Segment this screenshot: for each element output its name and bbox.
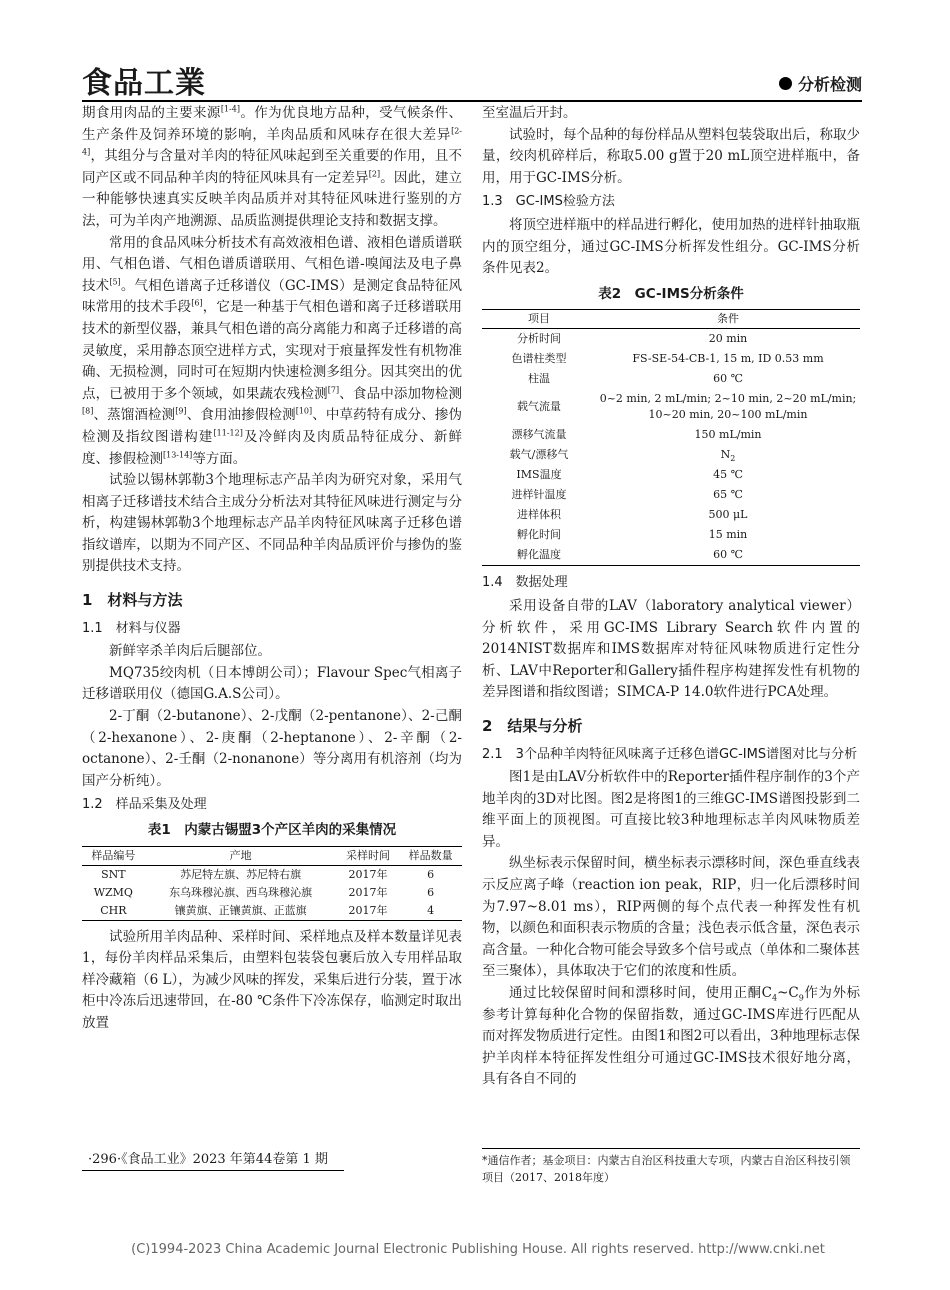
journal-logo: 食品工業 xyxy=(82,66,206,101)
subsection-heading: 1.4 数据处理 xyxy=(482,575,568,591)
table-cell: 漂移气流量 xyxy=(511,428,567,442)
table-cell: IMS温度 xyxy=(516,468,562,482)
table-cell: 苏尼特左旗、苏尼特右旗 xyxy=(180,867,302,881)
section-tag xyxy=(779,72,862,95)
table-header-cell: 样品编号 xyxy=(82,846,145,865)
subsection-heading: 2.1 3个品种羊肉特征风味离子迁移色谱GC-IMS谱图对比与分析 xyxy=(482,746,858,762)
paragraph: 试验以锡林郭勒3个地理标志产品羊肉为研究对象，采用气相离子迁移谱技术结合主成分分析法对其特征风味进行测定与分析，构建锡林郭勒3个地理标志产品羊肉特征风味离子迁移色谱指纹谱库，以期为不同产区、不同品种羊肉品质评价与掺伪的鉴别提供技术支持。 xyxy=(82,472,462,575)
table-cell: 15 min xyxy=(708,528,748,542)
paragraph: 通过比较保留时间和漂移时间，使用正酮$C_4\sim C_9$作为外标参考计算每种化合物的保留指数，通过GC-IMS库进行匹配从而对挥发物质进行定性。由图1和图2可以看出，3种地理标志保护羊肉样本特征挥发性组分可通过GC-IMS技术很好地分离，具有各自不同的 xyxy=(482,985,860,1088)
paragraph: 至室温后开封。 xyxy=(482,105,577,121)
table-cell: 镶黄旗、正镶黄旗、正蓝旗 xyxy=(174,903,307,917)
table-row xyxy=(82,884,462,902)
paragraph: 将顶空进样瓶中的样品进行孵化，使用加热的进样针抽取瓶内的顶空组分，通过GC-IMS分析挥发性组分。GC-IMS分析条件见表2。 xyxy=(482,216,860,277)
paragraph: 2-丁酮（2-butanone）、2-戊酮（2-pentanone）、2-己酮（2-hexanone）、2-庚酮（2-heptanone）、2-辛酮（2-octanone）、2-壬酮（2-nonanone）等分离用有机溶剂（均为国产分析纯）。 xyxy=(82,708,462,789)
table-cell: FS-SE-54-CB-1, 15 m, ID 0.53 mm xyxy=(632,352,824,366)
table-cell: 60 ℃ xyxy=(713,548,743,562)
paragraph: 试验时，每个品种的每份样品从塑料包装袋取出后，称取少量，绞肉机碎样后，称取5.00 g置于20 mL顶空进样瓶中，备用，用于GC-IMS分析。 xyxy=(482,126,860,186)
table2-caption: 表2 GC-IMS分析条件 xyxy=(598,285,744,302)
table-row xyxy=(482,425,860,445)
paragraph: 期食用肉品的主要来源[1-4]。作为优良地方品种，受气候条件、生产条件及饲养环境的影响，羊肉品质和风味存在很大差异[2-4]，其组分与含量对羊肉的特征风味起到至关重要的作用，且不同产区或不同品种羊肉的特征风味具有一定差异[2]。因此，建立一种能够快速真实反映羊肉品质并对其特征风味进行鉴别的方法，可为羊肉产地溯源、品质监测提供理论支持和数据支撑。 xyxy=(82,104,463,229)
table-header-cell: 条件 xyxy=(596,310,860,329)
footer-rule xyxy=(82,1170,344,1171)
subsection-heading: 1.3 GC-IMS检验方法 xyxy=(482,194,615,210)
table-cell: 2017年 xyxy=(348,867,388,881)
table-cell: 柱温 xyxy=(528,372,550,386)
table-row xyxy=(482,389,860,425)
table-cell: 6 xyxy=(427,867,435,881)
table-cell: 20 min xyxy=(708,332,748,346)
table-row xyxy=(82,865,462,884)
table-cell: 进样体积 xyxy=(517,508,561,522)
table-row xyxy=(482,465,860,485)
table-cell: WZMQ xyxy=(93,885,133,899)
footnote: *通信作者；基金项目：内蒙古自治区科技重大专项，内蒙古自治区科技引领项目（2017、2018年度） xyxy=(482,1154,851,1184)
table-row xyxy=(482,349,860,369)
table2 xyxy=(482,309,860,566)
paragraph: 新鲜宰杀羊肉后后腿部位。 xyxy=(109,643,271,660)
table-row xyxy=(482,525,860,545)
paragraph: MQ735绞肉机（日本博朗公司）；Flavour Spec气相离子迁移谱联用仪（德国G.A.S公司）。 xyxy=(82,664,462,703)
table-cell: 东乌珠穆沁旗、西乌珠穆沁旗 xyxy=(169,885,313,899)
table-row xyxy=(482,545,860,566)
table-cell: 载气流量 xyxy=(517,400,561,414)
page-footer: ·296·《食品工业》2023 年第44卷第 1 期 xyxy=(88,1152,328,1167)
paragraph: 试验所用羊肉品种、采样时间、采样地点及样本数量详见表1，每份羊肉样品采集后，由塑料包装袋包裹后放入专用样品取样冷藏箱（6 L），为减少风味的挥发，采集后进行分装，置于冰柜中冷冻后迅速带回，在-80 ℃条件下冷冻保存，临测定时取出放置 xyxy=(82,928,462,1031)
page-header xyxy=(82,58,862,101)
table-row xyxy=(482,369,860,389)
left-column xyxy=(82,103,462,1035)
table-cell: $N_2$ xyxy=(720,448,736,464)
table-cell: 2017年 xyxy=(348,903,388,917)
table-cell: 分析时间 xyxy=(517,332,561,346)
table-cell: 65 ℃ xyxy=(713,488,743,502)
table-cell: 0~2 min, 2 mL/min; 2~10 min, 2~20 mL/min; 10~20 min, 20~100 mL/min xyxy=(599,392,857,422)
paragraph: 常用的食品风味分析技术有高效液相色谱、液相色谱质谱联用、气相色谱、气相色谱质谱联用、气相色谱-嗅闻法及电子鼻技术[5]。气相色谱离子迁移谱仪（GC-IMS）是测定食品特征风味常用的技术手段[6]，它是一种基于气相色谱和离子迁移谱联用技术的新型仪器，兼具气相色谱的高分离能力和离子迁移谱的高灵敏度，采用静态顶空进样方式，实现对于痕量挥发性有机物准确、无损检测，同时可在短期内快速检测多组分。因其突出的优点，已被用于多个领域，如果蔬农残检测[7]、食品中添加物检测[8]、蒸馏酒检测[9]、食用油掺假检测[10]、中草药特有成分、掺伪检测及指纹图谱构建[11-12]及冷鲜肉及肉质品特征成分、新鲜度、掺假检测[13-14]等方面。 xyxy=(82,234,463,467)
table-cell: 2017年 xyxy=(348,885,388,899)
table-cell: 孵化温度 xyxy=(517,548,561,562)
table-header-cell: 采样时间 xyxy=(337,846,400,865)
table-cell: 6 xyxy=(427,885,435,899)
paragraph: 图1是由LAV分析软件中的Reporter插件程序制作的3个产地羊肉的3D对比图。图2是将图1的三维GC-IMS谱图投影到二维平面上的顶视图。可直接比较3种地理标志羊肉风味物质差异。 xyxy=(482,769,860,850)
table1-caption: 表1 内蒙古锡盟3个产区羊肉的采集情况 xyxy=(147,822,397,838)
header-rule xyxy=(82,100,862,102)
subsection-heading: 1.2 样品采集及处理 xyxy=(82,797,207,813)
table-cell: 60 ℃ xyxy=(713,372,743,386)
table-cell: SNT xyxy=(101,867,126,881)
table-cell: 载气/漂移气 xyxy=(509,448,569,462)
table1 xyxy=(82,846,462,921)
table-cell: 150 mL/min xyxy=(694,428,762,442)
section-heading: 1 材料与方法 xyxy=(82,591,183,610)
table-row xyxy=(482,329,860,350)
note-rule xyxy=(482,1148,860,1149)
table-cell: 孵化时间 xyxy=(517,528,561,542)
table-cell: 4 xyxy=(427,903,435,917)
table-cell: 45 ℃ xyxy=(713,468,743,482)
table-cell: 进样针温度 xyxy=(511,488,567,502)
table-row xyxy=(482,445,860,465)
section-label: 分析检测 xyxy=(797,75,862,94)
section-heading: 2 结果与分析 xyxy=(482,716,583,735)
paragraph: 采用设备自带的LAV（laboratory analytical viewer）分析软件，采用GC-IMS Library Search软件内置的2014NIST数据库和IMS数据库对特征风味物质进行定性分析、LAV中Reporter和Gallery插件程序构建挥发性有机物的差异图谱和指纹图谱；SIMCA-P 14.0软件进行PCA处理。 xyxy=(482,597,860,701)
right-column xyxy=(482,103,860,1091)
table-cell: 500 μL xyxy=(708,508,748,522)
table-cell: CHR xyxy=(100,903,127,917)
copyright-line: (C)1994-2023 China Academic Journal Electronic Publishing House. All rights reserved. http://www.cnki.net xyxy=(131,1242,825,1257)
table-header-cell: 产地 xyxy=(145,846,337,865)
paragraph: 纵坐标表示保留时间，横坐标表示漂移时间，深色垂直线表示反应离子峰（reaction ion peak，RIP，归一化后漂移时间为7.97~8.01 ms），RIP两侧的每个点代表一种挥发性有机物，以颜色和面积表示物质的含量；浅色表示低含量，深色表示高含量。一种化合物可能会导致多个信号或点（单体和二聚体甚至三聚体），具体取决于它们的浓度和性质。 xyxy=(482,855,860,980)
table-row xyxy=(482,485,860,505)
bullet-icon xyxy=(779,77,792,90)
table-header-cell: 项目 xyxy=(482,310,596,329)
table-header-cell: 样品数量 xyxy=(399,846,462,865)
subsection-heading: 1.1 材料与仪器 xyxy=(82,620,181,636)
table-row xyxy=(482,505,860,525)
table-cell: 色谱柱类型 xyxy=(511,352,567,366)
table-row xyxy=(82,902,462,921)
